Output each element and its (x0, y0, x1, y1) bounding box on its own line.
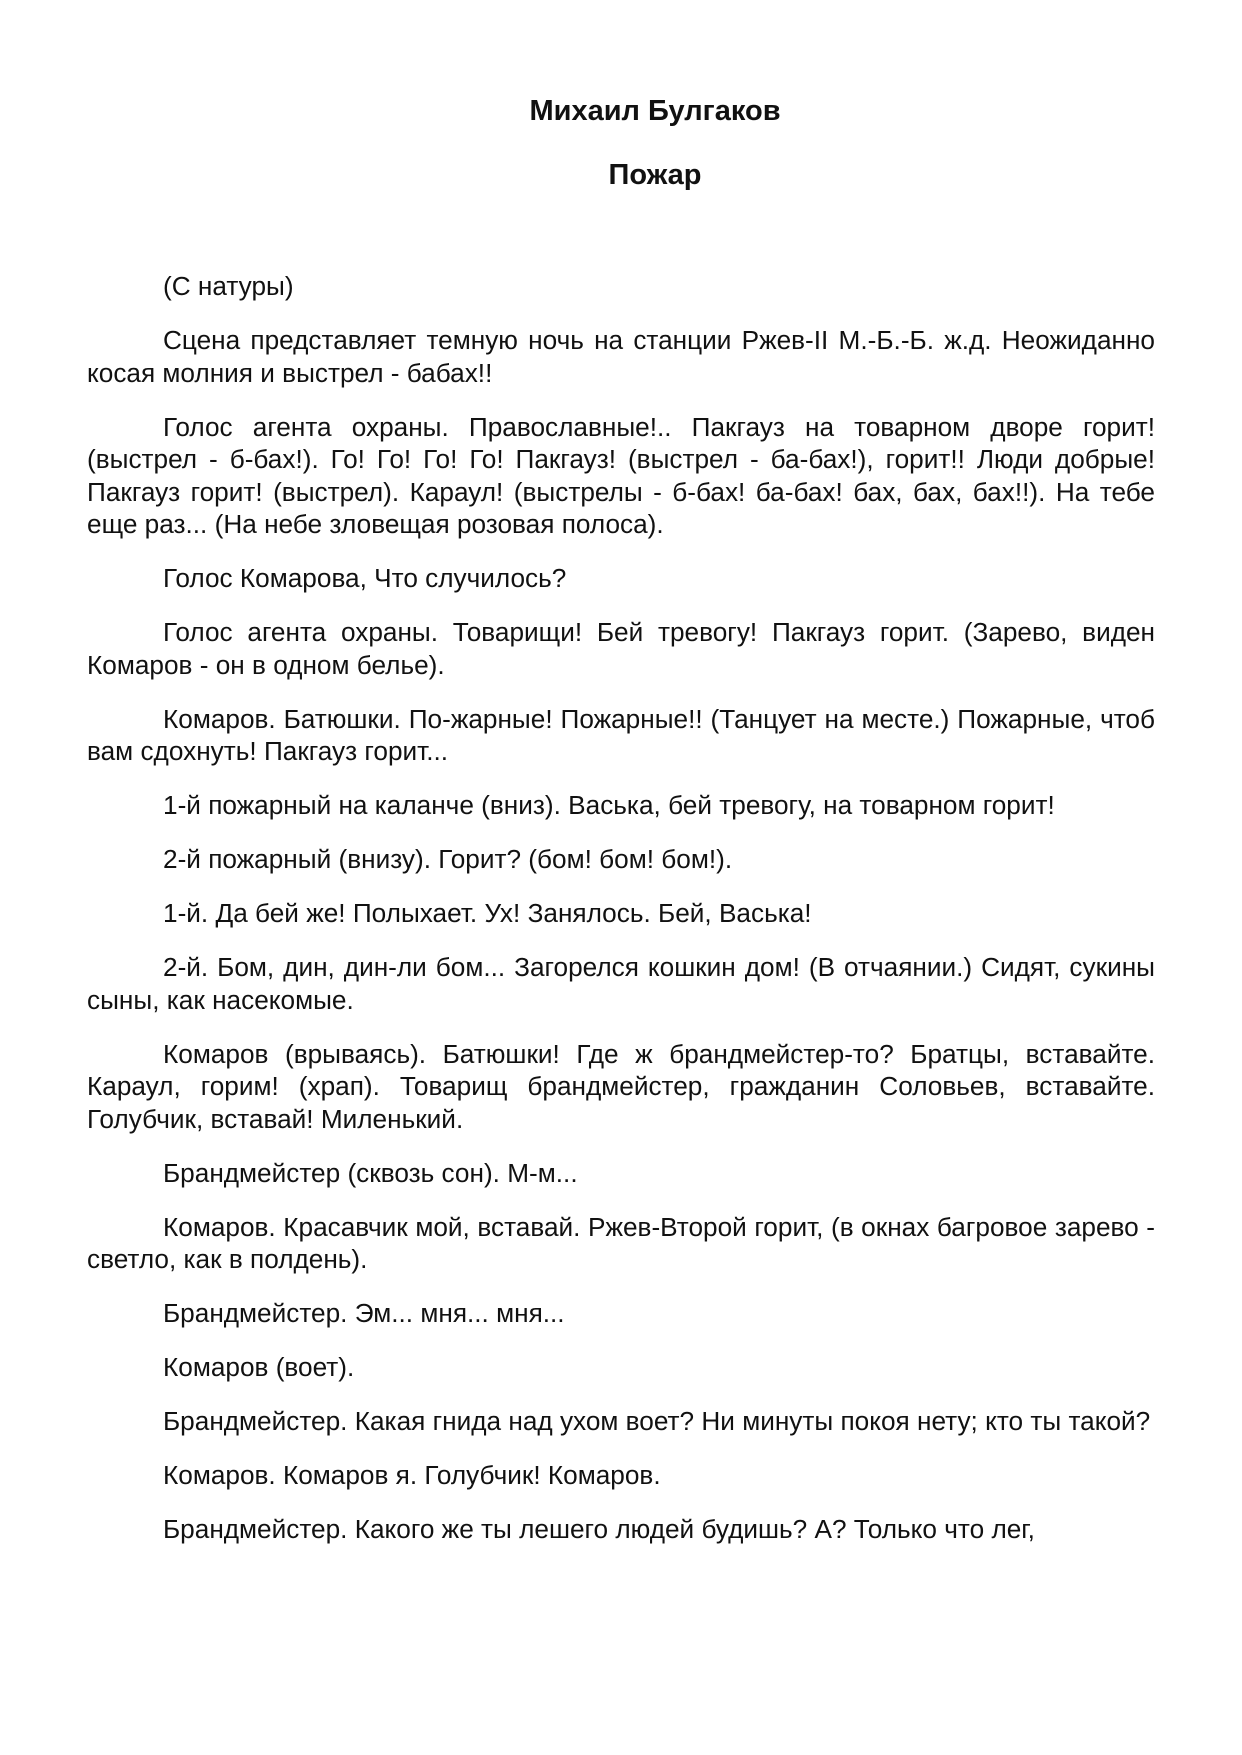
paragraph: Брандмейстер. Какая гнида над ухом воет? Ни минуты покоя нету; кто ты такой? (163, 1406, 1151, 1436)
paragraph: Голос Комарова, Что случилось? (163, 563, 567, 593)
paragraph: 2-й пожарный (внизу). Горит? (бом! бом! бом!). (163, 844, 733, 874)
paragraph: Комаров. Комаров я. Голубчик! Комаров. (163, 1460, 661, 1490)
paragraph: Брандмейстер. Какого же ты лешего людей будишь? А? Только что лег, (163, 1514, 1035, 1544)
paragraph: Брандмейстер (сквозь сон). М-м... (163, 1157, 578, 1188)
paragraph: Комаров (врываясь). Батюшки! Где ж брандмейстер-то? Братцы, вставайте. Караул, горим! (храп). Товарищ брандмейстер, гражданин Соловьев, вставайте. Голубчик, вставай! Миленький. (87, 1038, 1155, 1134)
paragraph: Голос агента охраны. Православные!.. Пакгауз на товарном дворе горит! (выстрел - б-бах!). Го! Го! Го! Го! Пакгауз! (выстрел - ба-бах!), горит!! Люди добрые! Пакгауз горит! (выстрел). Караул! (выстрелы - б-бах! ба-бах! бах, бах, бах!!). На тебе еще раз... (На небе зловещая розовая полоса). (87, 411, 1155, 539)
author-name: Михаил Булгаков (529, 95, 781, 127)
text-body (87, 270, 1155, 1567)
paragraph: 1-й. Да бей же! Полыхает. Ух! Занялось. Бей, Васька! (163, 898, 812, 928)
paragraph-scene: Сцена представляет темную ночь на станции Ржев-II М.-Б.-Б. ж.д. Неожиданно косая молния и выстрел - бабах!! (87, 325, 1155, 388)
paragraph: 2-й. Бом, дин, дин-ли бом... Загорелся кошкин дом! (В отчаянии.) Сидят, сукины сыны, как насекомые. (87, 952, 1155, 1015)
paragraph: Комаров. Батюшки. По-жарные! Пожарные!! (Танцует на месте.) Пожарные, чтоб вам сдохнуть! Пакгауз горит... (87, 703, 1155, 766)
paragraph: Голос агента охраны. Товарищи! Бей тревогу! Пакгауз горит. (Зарево, виден Комаров - он в одном белье). (87, 617, 1155, 680)
paragraph: Комаров. Красавчик мой, вставай. Ржев-Второй горит, (в окнах багровое зарево - светло, как в полдень). (87, 1211, 1155, 1274)
page-title: Пожар (608, 159, 702, 191)
paragraph: Брандмейстер. Эм... мня... мня... (163, 1298, 565, 1328)
paragraph: 1-й пожарный на каланче (вниз). Васька, бей тревогу, на товарном горит! (163, 790, 1055, 820)
paragraph-subtitle: (С натуры) (163, 271, 294, 301)
paragraph: Комаров (воет). (163, 1352, 355, 1382)
